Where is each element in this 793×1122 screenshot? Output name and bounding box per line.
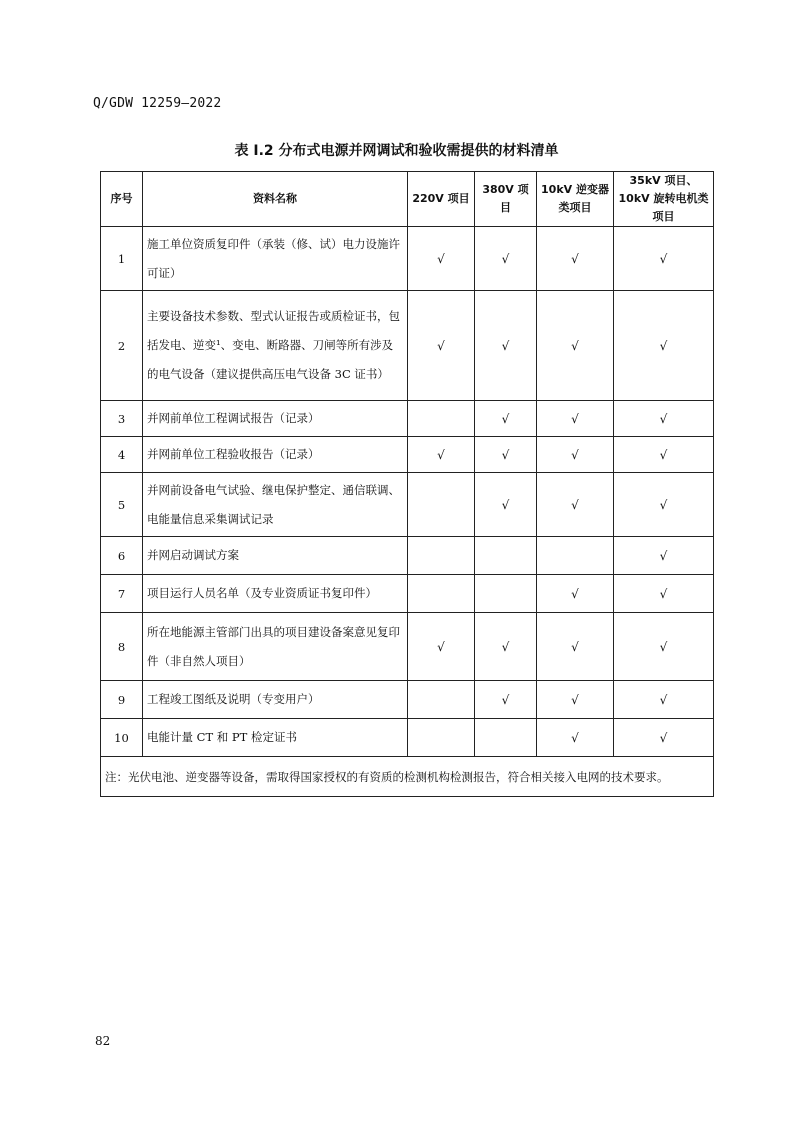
cell-220v: √: [408, 613, 475, 681]
cell-380v: [475, 719, 537, 757]
table-note: 注：光伏电池、逆变器等设备，需取得国家授权的有资质的检测机构检测报告，符合相关接入电网的技术要求。: [101, 757, 714, 797]
cell-220v: √: [408, 291, 475, 401]
table-row: [101, 437, 714, 473]
cell-380v: [475, 575, 537, 613]
row-material-name: 主要设备技术参数、型式认证报告或质检证书，包括发电、逆变¹、变电、断路器、刀闸等所有涉及的电气设备（建议提供高压电气设备 3C 证书）: [143, 291, 408, 401]
cell-220v: [408, 537, 475, 575]
cell-380v: √: [475, 437, 537, 473]
cell-220v: [408, 473, 475, 537]
table-row: [101, 681, 714, 719]
cell-10kv-inverter: √: [537, 681, 614, 719]
row-serial-number: 6: [101, 537, 143, 575]
cell-35kv-rotating: √: [614, 473, 714, 537]
cell-10kv-inverter: √: [537, 401, 614, 437]
cell-380v: √: [475, 401, 537, 437]
row-material-name: 并网前单位工程验收报告（记录）: [143, 437, 408, 473]
table-row: [101, 227, 714, 291]
cell-10kv-inverter: √: [537, 473, 614, 537]
table-row: [101, 719, 714, 757]
header-220v: 220V 项目: [408, 172, 475, 227]
cell-220v: [408, 575, 475, 613]
cell-10kv-inverter: √: [537, 575, 614, 613]
cell-380v: [475, 537, 537, 575]
cell-35kv-rotating: √: [614, 681, 714, 719]
row-serial-number: 8: [101, 613, 143, 681]
row-serial-number: 5: [101, 473, 143, 537]
cell-35kv-rotating: √: [614, 575, 714, 613]
row-serial-number: 2: [101, 291, 143, 401]
cell-220v: [408, 401, 475, 437]
row-serial-number: 9: [101, 681, 143, 719]
cell-220v: [408, 719, 475, 757]
cell-220v: [408, 681, 475, 719]
cell-35kv-rotating: √: [614, 613, 714, 681]
header-material-name: 资料名称: [143, 172, 408, 227]
cell-10kv-inverter: √: [537, 291, 614, 401]
page-number: 82: [95, 1034, 111, 1048]
cell-35kv-rotating: √: [614, 291, 714, 401]
cell-380v: √: [475, 613, 537, 681]
cell-35kv-rotating: √: [614, 719, 714, 757]
table-body: [101, 227, 714, 757]
row-material-name: 并网启动调试方案: [143, 537, 408, 575]
header-35kv-rotating: 35kV 项目、10kV 旋转电机类项目: [614, 172, 714, 227]
table-row: [101, 575, 714, 613]
table-title: 表 I.2 分布式电源并网调试和验收需提供的材料清单: [234, 143, 559, 159]
row-material-name: 所在地能源主管部门出具的项目建设备案意见复印件（非自然人项目）: [143, 613, 408, 681]
cell-35kv-rotating: √: [614, 401, 714, 437]
cell-35kv-rotating: √: [614, 437, 714, 473]
cell-380v: √: [475, 681, 537, 719]
header-10kv-inverter: 10kV 逆变器类项目: [537, 172, 614, 227]
document-code: Q/GDW 12259—2022: [93, 96, 222, 111]
cell-380v: √: [475, 473, 537, 537]
row-material-name: 工程竣工图纸及说明（专变用户）: [143, 681, 408, 719]
cell-10kv-inverter: [537, 537, 614, 575]
table-row: [101, 613, 714, 681]
row-serial-number: 4: [101, 437, 143, 473]
row-serial-number: 10: [101, 719, 143, 757]
table-row: [101, 537, 714, 575]
header-serial: 序号: [101, 172, 143, 227]
cell-380v: √: [475, 291, 537, 401]
cell-220v: √: [408, 437, 475, 473]
cell-10kv-inverter: √: [537, 613, 614, 681]
cell-380v: √: [475, 227, 537, 291]
header-380v: 380V 项目: [475, 172, 537, 227]
row-material-name: 电能计量 CT 和 PT 检定证书: [143, 719, 408, 757]
table-header-row: [101, 172, 714, 227]
cell-10kv-inverter: √: [537, 719, 614, 757]
note-row: [101, 757, 714, 797]
table-row: [101, 291, 714, 401]
row-serial-number: 7: [101, 575, 143, 613]
cell-220v: √: [408, 227, 475, 291]
cell-35kv-rotating: √: [614, 227, 714, 291]
cell-10kv-inverter: √: [537, 437, 614, 473]
row-material-name: 并网前单位工程调试报告（记录）: [143, 401, 408, 437]
table-row: [101, 473, 714, 537]
table-row: [101, 401, 714, 437]
row-serial-number: 3: [101, 401, 143, 437]
row-serial-number: 1: [101, 227, 143, 291]
materials-table: [100, 171, 714, 797]
cell-10kv-inverter: √: [537, 227, 614, 291]
row-material-name: 并网前设备电气试验、继电保护整定、通信联调、电能量信息采集调试记录: [143, 473, 408, 537]
row-material-name: 施工单位资质复印件（承装（修、试）电力设施许可证）: [143, 227, 408, 291]
cell-35kv-rotating: √: [614, 537, 714, 575]
row-material-name: 项目运行人员名单（及专业资质证书复印件）: [143, 575, 408, 613]
